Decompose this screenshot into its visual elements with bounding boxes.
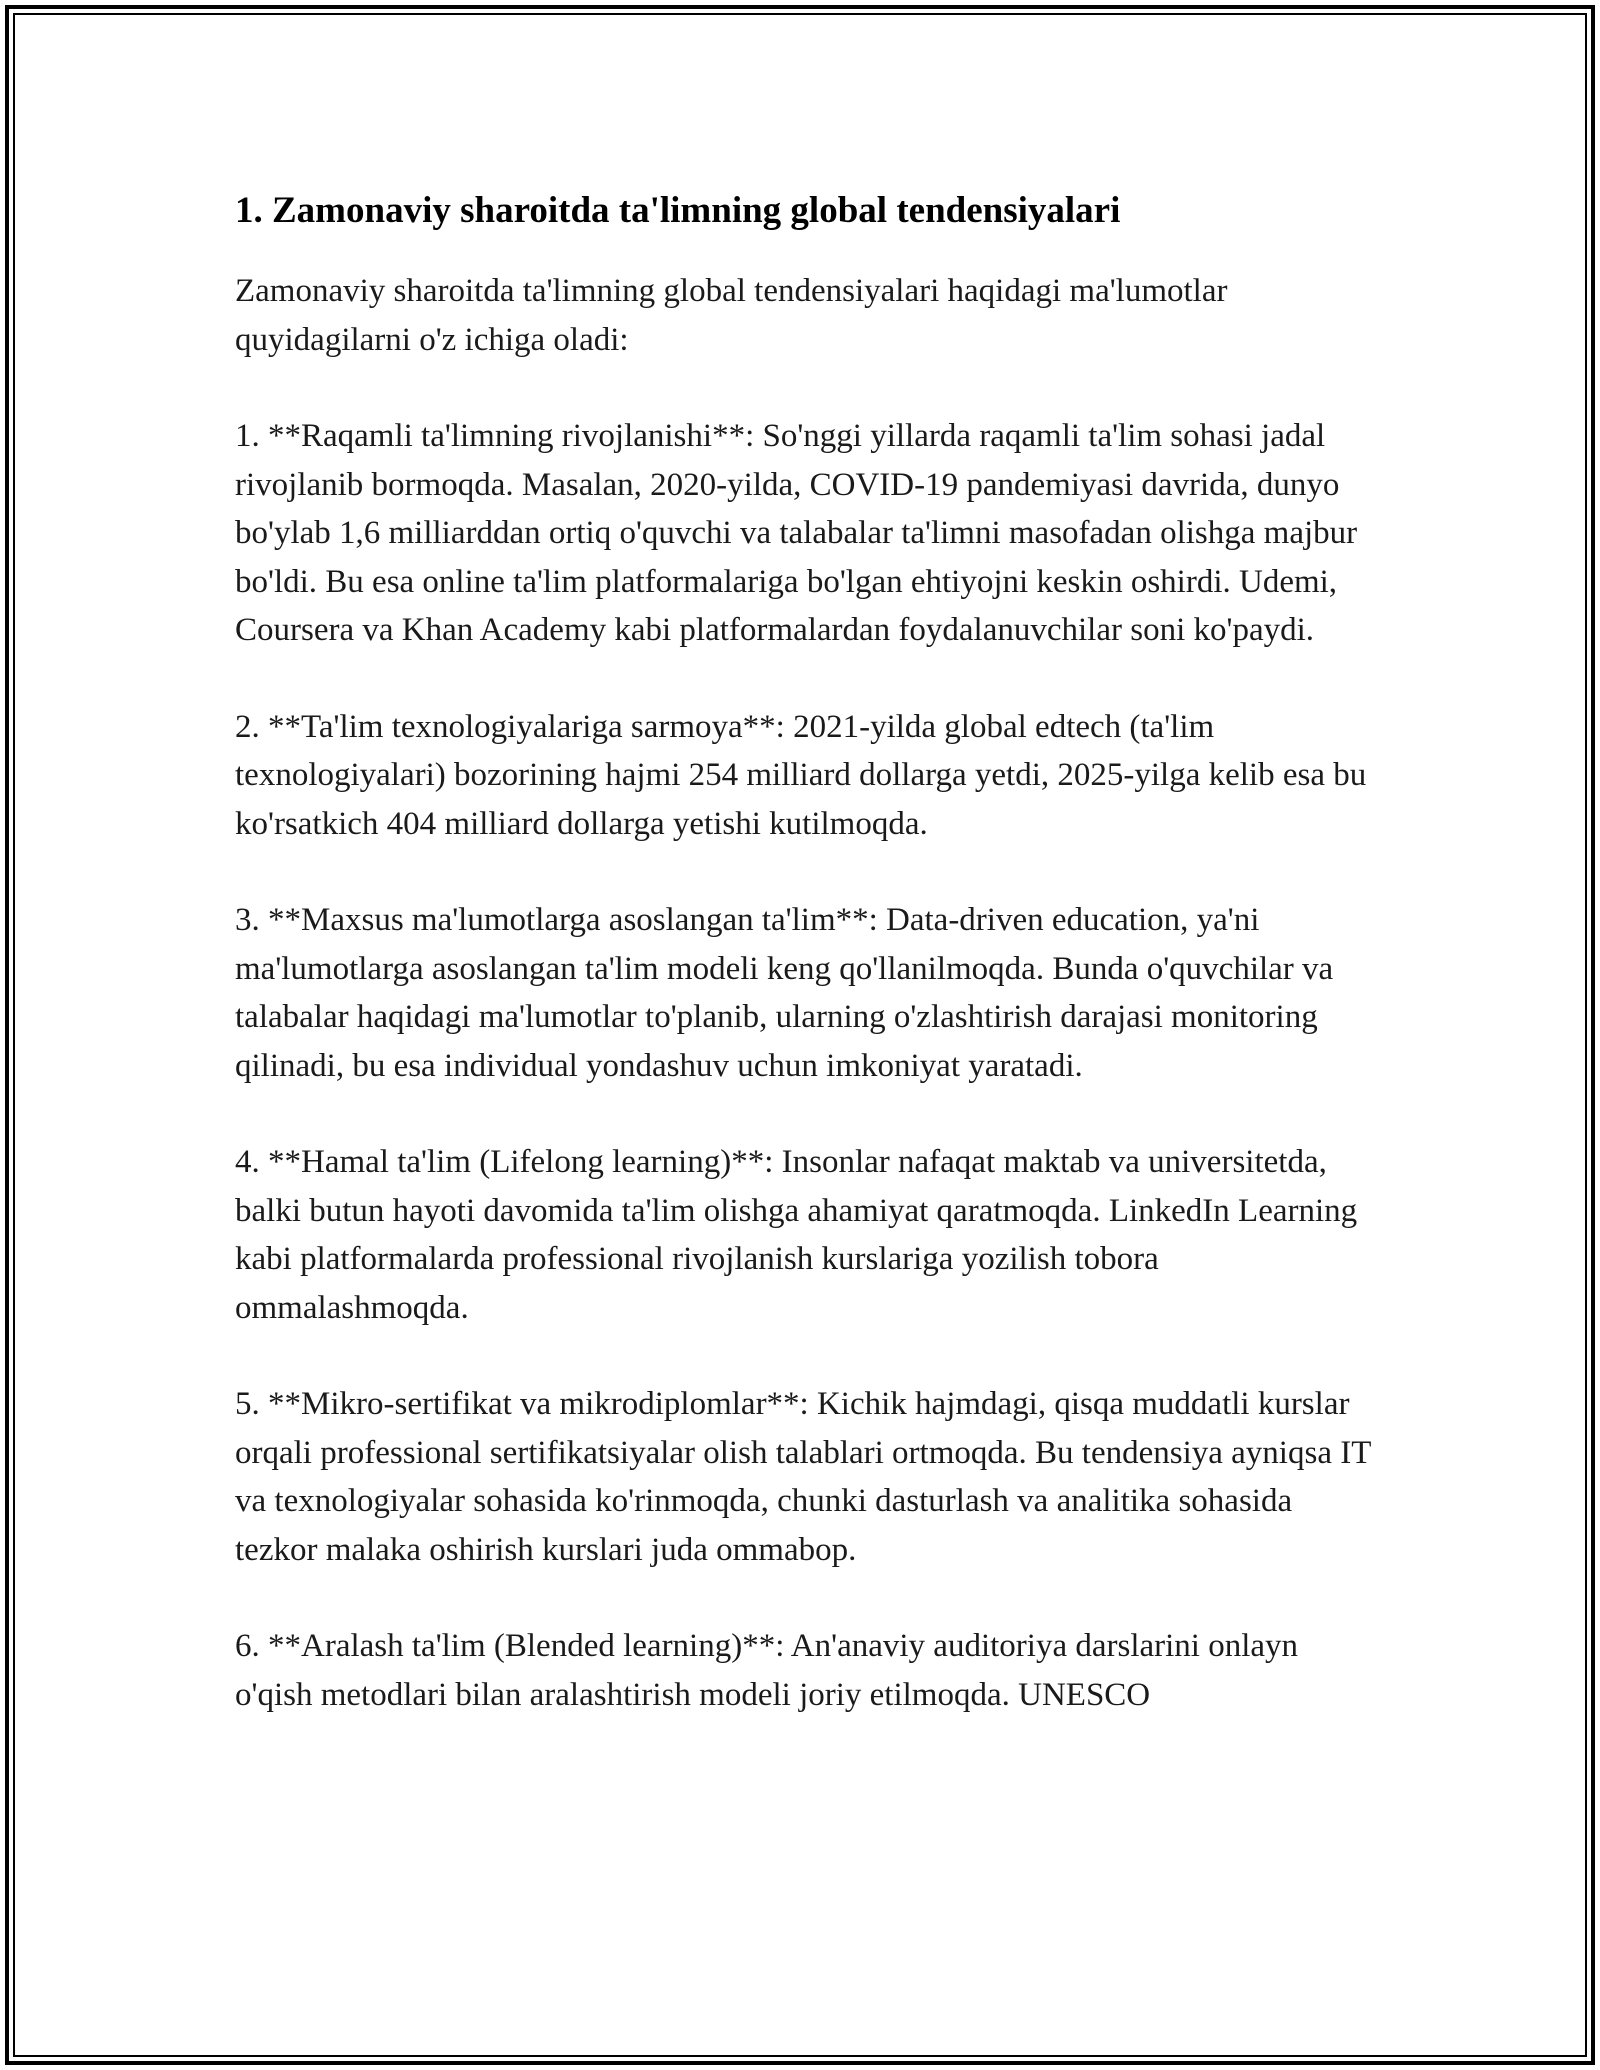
list-item: 4. **Hamal ta'lim (Lifelong learning)**: Insonlar nafaqat maktab va universitetda, balki butun hayoti davomida ta'lim olishga ahamiyat qaratmoqda. LinkedIn Learning kabi platformalarda professional rivojlanish kurslariga yozilish tobora ommalashmoqda. [235, 1144, 1358, 1326]
list-item: 1. **Raqamli ta'limning rivojlanishi**: So'nggi yillarda raqamli ta'lim sohasi jadal rivojlanib bormoqda. Masalan, 2020-yilda, COVID-19 pandemiyasi davrida, dunyo bo'ylab 1,6 milliarddan ortiq o'quvchi va talabalar ta'limni masofadan olishga majbur bo'ldi. Bu esa online ta'lim platformalariga bo'lgan ehtiyojni keskin oshirdi. Udemi, Coursera va Khan Academy kabi platformalardan foydalanuvchilar soni ko'paydi. [235, 418, 1358, 648]
list-item: 2. **Ta'lim texnologiyalariga sarmoya**: 2021-yilda global edtech (ta'lim texnologiyalari) bozorining hajmi 254 milliard dollarga yetdi, 2025-yilga kelib esa bu ko'rsatkich 404 milliard dollarga yetishi kutilmoqda. [235, 708, 1367, 842]
list-item: 5. **Mikro-sertifikat va mikrodiplomlar**: Kichik hajmdagi, qisqa muddatli kurslar orqali professional sertifikatsiyalar olish talablari ortmoqda. Bu tendensiya ayniqsa IT va texnologiyalar sohasida ko'rinmoqda, chunki dasturlash va analitika sohasida tezkor malaka oshirish kurslari juda ommabop. [235, 1386, 1371, 1568]
list-item: 3. **Maxsus ma'lumotlarga asoslangan ta'lim**: Data-driven education, ya'ni ma'lumotlarga asoslangan ta'lim modeli keng qo'llanilmoqda. Bunda o'quvchilar va talabalar haqidagi ma'lumotlar to'planib, ularning o'zlashtirish darajasi monitoring qilinadi, bu esa individual yondashuv uchun imkoniyat yaratadi. [235, 902, 1334, 1084]
document-body [235, 185, 1375, 1767]
section-heading: 1. Zamonaviy sharoitda ta'limning global tendensiyalari [235, 190, 1121, 231]
list-item: 6. **Aralash ta'lim (Blended learning)**: An'anaviy auditoriya darslarini onlayn o'qish metodlari bilan aralashtirish modeli joriy etilmoqda. UNESCO [235, 1628, 1299, 1713]
intro-paragraph: Zamonaviy sharoitda ta'limning global tendensiyalari haqidagi ma'lumotlar quyidagilarni o'z ichiga oladi: [235, 273, 1228, 358]
